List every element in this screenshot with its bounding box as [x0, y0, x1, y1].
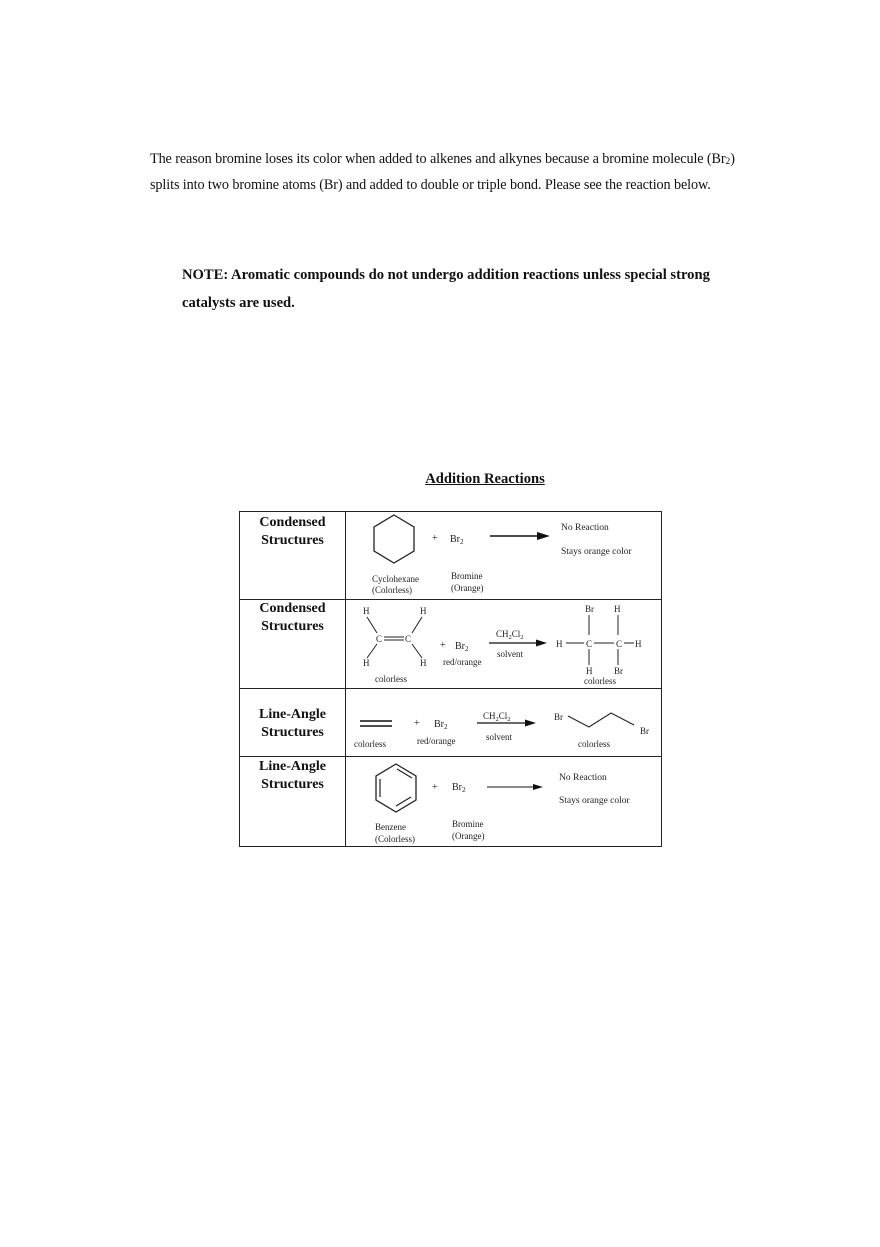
plus-sign: +	[414, 718, 420, 729]
atom-h: H	[420, 606, 427, 616]
reactant-color: colorless	[375, 674, 407, 684]
reaction-arrow-head	[533, 784, 543, 790]
reaction-figure	[346, 689, 661, 756]
solvent-label: solvent	[486, 732, 512, 742]
intro-paragraph	[150, 147, 750, 198]
atom-h: H	[363, 658, 370, 668]
atom-h: H	[635, 639, 642, 649]
reagent-formula: $Br_2$	[450, 534, 464, 546]
reactant-color: colorless	[354, 739, 386, 749]
reagent-formula: $Br_2$	[452, 782, 466, 794]
atom-br: Br	[614, 666, 623, 676]
reagent-color: red/orange	[443, 657, 482, 667]
atom-br: Br	[585, 604, 594, 614]
atom-c: C	[616, 639, 623, 649]
bond	[412, 644, 422, 658]
row-label-line1: Line-Angle	[259, 707, 326, 722]
bond	[367, 644, 377, 658]
inner-double-bond	[397, 769, 412, 778]
row-label	[240, 757, 346, 846]
intro-text-part1: The reason bromine loses its color when added to alkenes and alkynes because a bromine molecule (Br	[150, 151, 726, 167]
product-color: colorless	[584, 676, 616, 686]
solvent-label: solvent	[497, 649, 523, 659]
ethene-reaction-diagram	[346, 600, 661, 689]
intro-text-part2: ) splits into two bromine atoms (Br) and added to double or triple bond. Please see the reaction below.	[150, 151, 735, 193]
table-row	[240, 512, 661, 600]
intro-subscript: 2	[725, 157, 731, 167]
note-text: NOTE: Aromatic compounds do not undergo addition reactions unless special strong catalysts are used.	[182, 267, 710, 311]
atom-c: C	[405, 634, 412, 644]
result-text: No Reaction	[559, 773, 607, 783]
product-color: colorless	[578, 739, 610, 749]
row-label-line2: Structures	[261, 618, 324, 634]
reaction-arrow-head	[536, 640, 547, 647]
reagent-color: (Orange)	[452, 831, 485, 841]
reactant-name: Benzene	[375, 822, 406, 832]
atom-h: H	[556, 639, 563, 649]
bond	[412, 617, 422, 633]
plus-sign: +	[432, 533, 438, 544]
atom-h: H	[420, 658, 427, 668]
reaction-figure	[346, 757, 661, 846]
cyclohexane-ring	[374, 515, 414, 563]
reactant-color: (Colorless)	[372, 585, 412, 595]
table-row	[240, 757, 661, 846]
row-label	[240, 600, 346, 688]
plus-sign: +	[432, 782, 438, 793]
result-note: Stays orange color	[561, 547, 632, 557]
reagent-formula: $Br_2$	[455, 641, 469, 653]
reagent-name: Bromine	[452, 819, 484, 829]
atom-c: C	[376, 634, 383, 644]
reagent-name: Bromine	[451, 571, 483, 581]
reagent-color: red/orange	[417, 736, 456, 746]
dibromoethane-skeleton	[568, 713, 634, 727]
solvent-formula: $CH_2Cl_2$	[483, 711, 511, 723]
row-label-line2: Structures	[261, 724, 324, 740]
row-label	[240, 512, 346, 599]
reactant-name: Cyclohexane	[372, 574, 419, 584]
reaction-arrow-head	[537, 532, 550, 540]
reaction-arrow-head	[525, 720, 536, 727]
plus-sign: +	[440, 640, 446, 651]
row-label-line2: Structures	[261, 532, 324, 548]
bond	[367, 617, 377, 633]
table-row	[240, 689, 661, 757]
reaction-figure	[346, 512, 661, 599]
reagent-color: (Orange)	[451, 583, 484, 593]
row-label-line1: Condensed	[259, 601, 326, 616]
cyclohexane-reaction-diagram	[346, 512, 661, 600]
result-note: Stays orange color	[559, 796, 630, 806]
atom-h: H	[614, 604, 621, 614]
atom-c: C	[586, 639, 593, 649]
result-text: No Reaction	[561, 523, 609, 533]
atom-h: H	[586, 666, 593, 676]
atom-h: H	[363, 606, 370, 616]
reagent-formula: $Br_2$	[434, 719, 448, 731]
table-title: Addition Reactions	[425, 471, 545, 487]
row-label-line1: Condensed	[259, 515, 326, 530]
reaction-figure	[346, 600, 661, 688]
reaction-table	[239, 511, 662, 847]
row-label-line1: Line-Angle	[259, 759, 326, 774]
benzene-reaction-diagram	[346, 757, 661, 846]
atom-br: Br	[554, 712, 563, 722]
line-angle-alkene-reaction-diagram	[346, 689, 661, 757]
atom-br: Br	[640, 726, 649, 736]
row-label-line2: Structures	[261, 776, 324, 792]
reactant-color: (Colorless)	[375, 834, 415, 844]
table-row	[240, 600, 661, 689]
solvent-formula: $CH_2Cl_2$	[496, 629, 524, 641]
row-label	[240, 689, 346, 756]
benzene-ring	[376, 764, 416, 812]
